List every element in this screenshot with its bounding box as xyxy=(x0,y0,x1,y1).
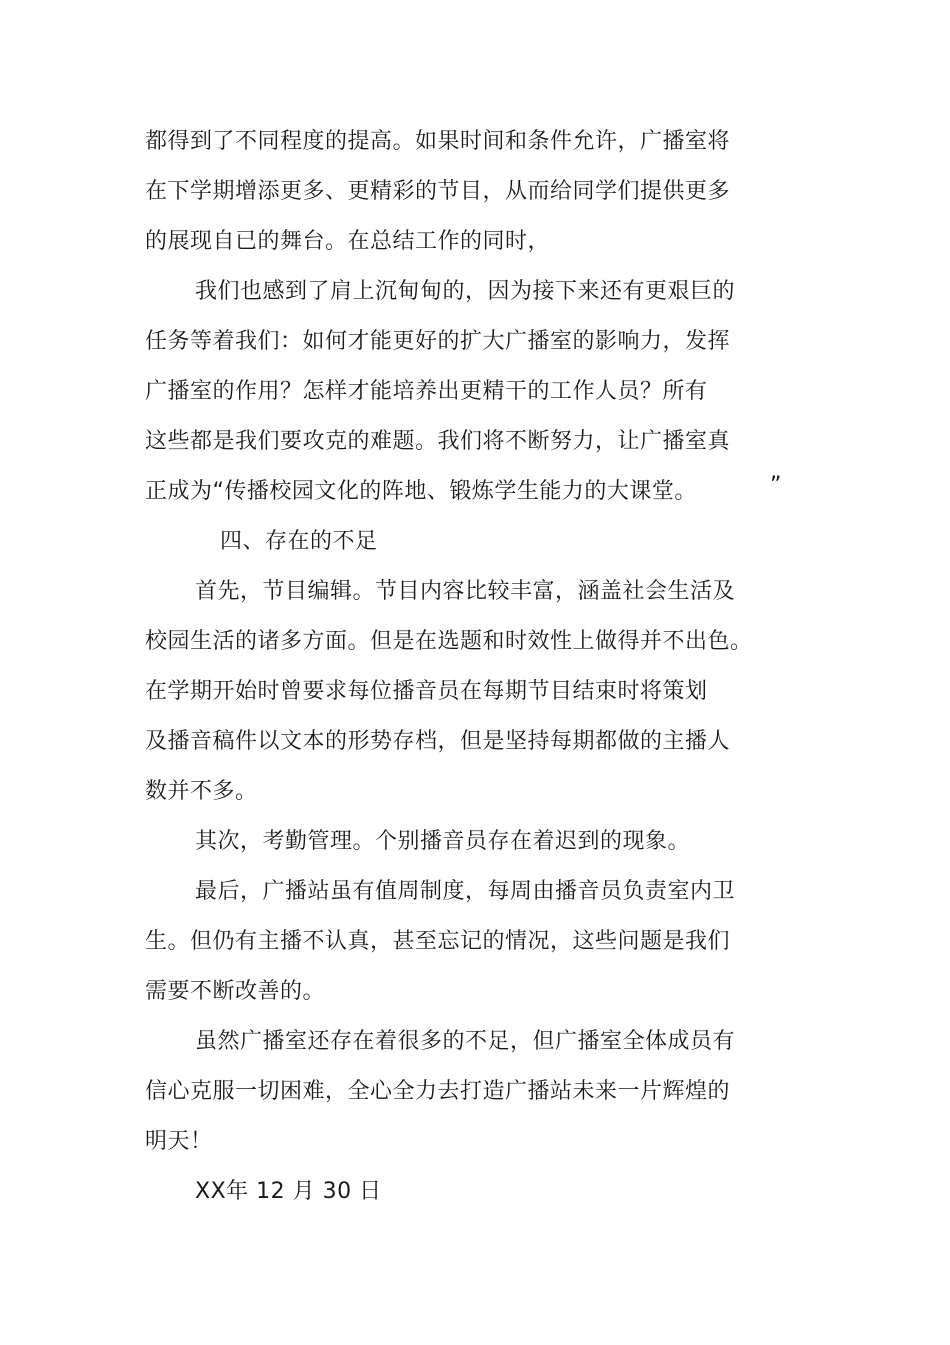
text-line: 正成为“传播校园文化的阵地、锻炼学生能力的大课堂。 xyxy=(145,479,697,504)
text-line: 校园生活的诸多方面。但是在选题和时效性上做得并不出色。 xyxy=(145,629,753,654)
text-line: 数并不多。 xyxy=(145,779,258,804)
text-line: 虽然广播室还存在着很多的不足，但广播室全体成员有 xyxy=(195,1029,736,1054)
text-line: 最后，广播站虽有值周制度，每周由播音员负责室内卫 xyxy=(195,879,736,904)
text-line: 明天！ xyxy=(145,1129,213,1154)
text-line: 首先，节目编辑。节目内容比较丰富，涵盖社会生活及 xyxy=(195,579,736,604)
date-line: XX年 12 月 30 日 xyxy=(195,1179,382,1204)
text-line: 在学期开始时曾要求每位播音员在每期节目结束时将策划 xyxy=(145,679,708,704)
text-line: 这些都是我们要攻克的难题。我们将不断努力，让广播室真 xyxy=(145,429,731,454)
text-line: 生。但仍有主播不认真，甚至忘记的情况，这些问题是我们 xyxy=(145,929,731,954)
text-line: 在下学期增添更多、更精彩的节目，从而给同学们提供更多 xyxy=(145,179,731,204)
text-line: 都得到了不同程度的提高。如果时间和条件允许，广播室将 xyxy=(145,129,731,154)
text-line: 广播室的作用？怎样才能培养出更精干的工作人员？所有 xyxy=(145,379,708,404)
section-heading: 四、存在的不足 xyxy=(220,529,378,554)
text-line: 我们也感到了肩上沉甸甸的，因为接下来还有更艰巨的 xyxy=(195,279,736,304)
text-line: 其次，考勤管理。个别播音员存在着迟到的现象。 xyxy=(195,829,691,854)
text-line: 需要不断改善的。 xyxy=(145,979,326,1004)
closing-quote-mark: ” xyxy=(770,473,782,498)
text-line: 信心克服一切困难，全心全力去打造广播站未来一片辉煌的 xyxy=(145,1079,731,1104)
text-line: 及播音稿件以文本的形势存档，但是坚持每期都做的主播人 xyxy=(145,729,731,754)
text-line: 的展现自已的舞台。在总结工作的同时， xyxy=(145,229,551,254)
text-line: 任务等着我们：如何才能更好的扩大广播室的影响力，发挥 xyxy=(145,329,731,354)
